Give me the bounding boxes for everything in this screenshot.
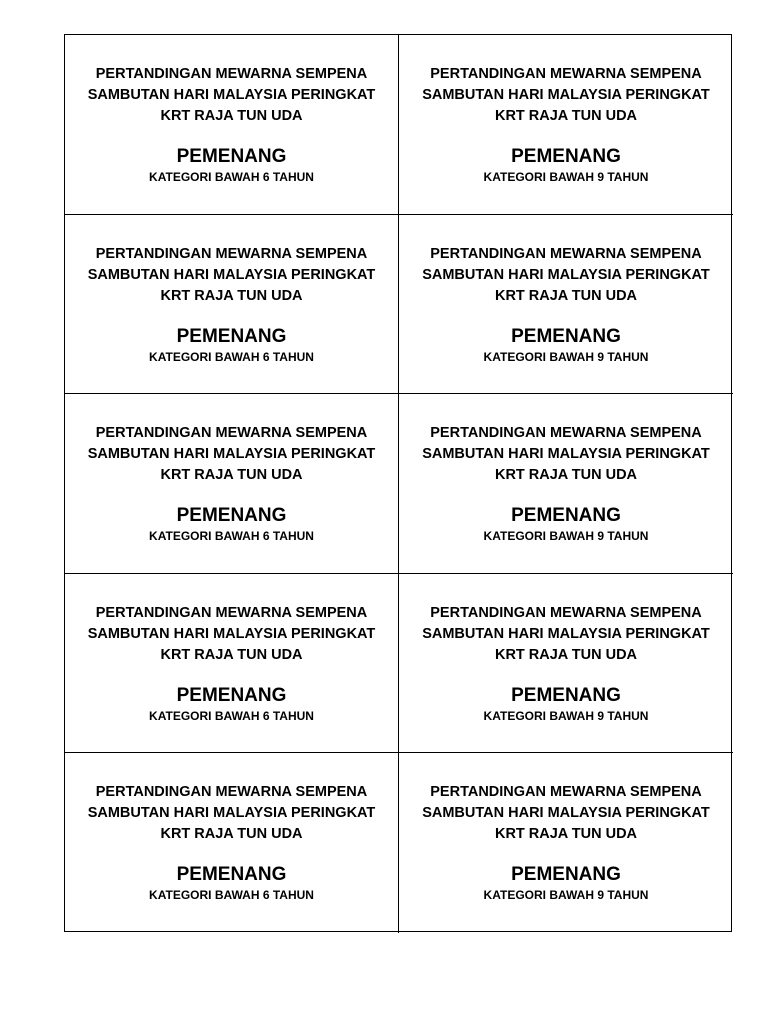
category-label: KATEGORI BAWAH 6 TAHUN [149,170,314,184]
category-label: KATEGORI BAWAH 9 TAHUN [483,708,649,723]
category-label: KATEGORI BAWAH 9 TAHUN [483,170,649,184]
winner-title: PEMENANG [511,864,621,886]
category-label: KATEGORI BAWAH 6 TAHUN [149,888,314,903]
category-label: KATEGORI BAWAH 6 TAHUN [149,529,314,544]
label-heading: PERTANDINGAN MEWARNA SEMPENA SAMBUTAN HARI MALAYSIA PERINGKAT KRT RAJA TUN UDA [422,245,710,304]
winner-title: PEMENANG [176,864,287,886]
category-label: KATEGORI BAWAH 9 TAHUN [483,529,649,544]
label-card [65,35,399,215]
winner-title: PEMENANG [511,146,621,167]
winner-title: PEMENANG [176,325,287,347]
label-heading: PERTANDINGAN MEWARNA SEMPENA SAMBUTAN HARI MALAYSIA PERINGKAT KRT RAJA TUN UDA [87,66,376,124]
winner-title: PEMENANG [511,684,621,706]
winner-title: PEMENANG [176,505,287,527]
label-card [65,215,399,395]
label-heading: PERTANDINGAN MEWARNA SEMPENA SAMBUTAN HARI MALAYSIA PERINGKAT KRT RAJA TUN UDA [87,604,376,663]
label-card [65,394,399,574]
label-card [65,753,399,933]
category-label: KATEGORI BAWAH 9 TAHUN [483,888,649,903]
winner-title: PEMENANG [176,146,287,167]
label-card [399,215,733,395]
label-heading: PERTANDINGAN MEWARNA SEMPENA SAMBUTAN HARI MALAYSIA PERINGKAT KRT RAJA TUN UDA [422,66,710,124]
label-card [65,574,399,754]
label-card [399,753,733,933]
label-card [399,574,733,754]
category-label: KATEGORI BAWAH 6 TAHUN [149,349,314,364]
category-label: KATEGORI BAWAH 6 TAHUN [149,708,314,723]
label-sheet [64,34,732,932]
winner-title: PEMENANG [511,325,621,347]
winner-title: PEMENANG [176,684,287,706]
category-label: KATEGORI BAWAH 9 TAHUN [483,349,649,364]
label-heading: PERTANDINGAN MEWARNA SEMPENA SAMBUTAN HARI MALAYSIA PERINGKAT KRT RAJA TUN UDA [87,245,376,304]
label-card [399,394,733,574]
label-heading: PERTANDINGAN MEWARNA SEMPENA SAMBUTAN HARI MALAYSIA PERINGKAT KRT RAJA TUN UDA [422,604,710,663]
label-heading: PERTANDINGAN MEWARNA SEMPENA SAMBUTAN HARI MALAYSIA PERINGKAT KRT RAJA TUN UDA [87,784,376,843]
label-heading: PERTANDINGAN MEWARNA SEMPENA SAMBUTAN HARI MALAYSIA PERINGKAT KRT RAJA TUN UDA [422,425,710,484]
label-heading: PERTANDINGAN MEWARNA SEMPENA SAMBUTAN HARI MALAYSIA PERINGKAT KRT RAJA TUN UDA [422,784,710,843]
label-card [399,35,733,215]
label-heading: PERTANDINGAN MEWARNA SEMPENA SAMBUTAN HARI MALAYSIA PERINGKAT KRT RAJA TUN UDA [87,425,376,484]
winner-title: PEMENANG [511,505,621,527]
